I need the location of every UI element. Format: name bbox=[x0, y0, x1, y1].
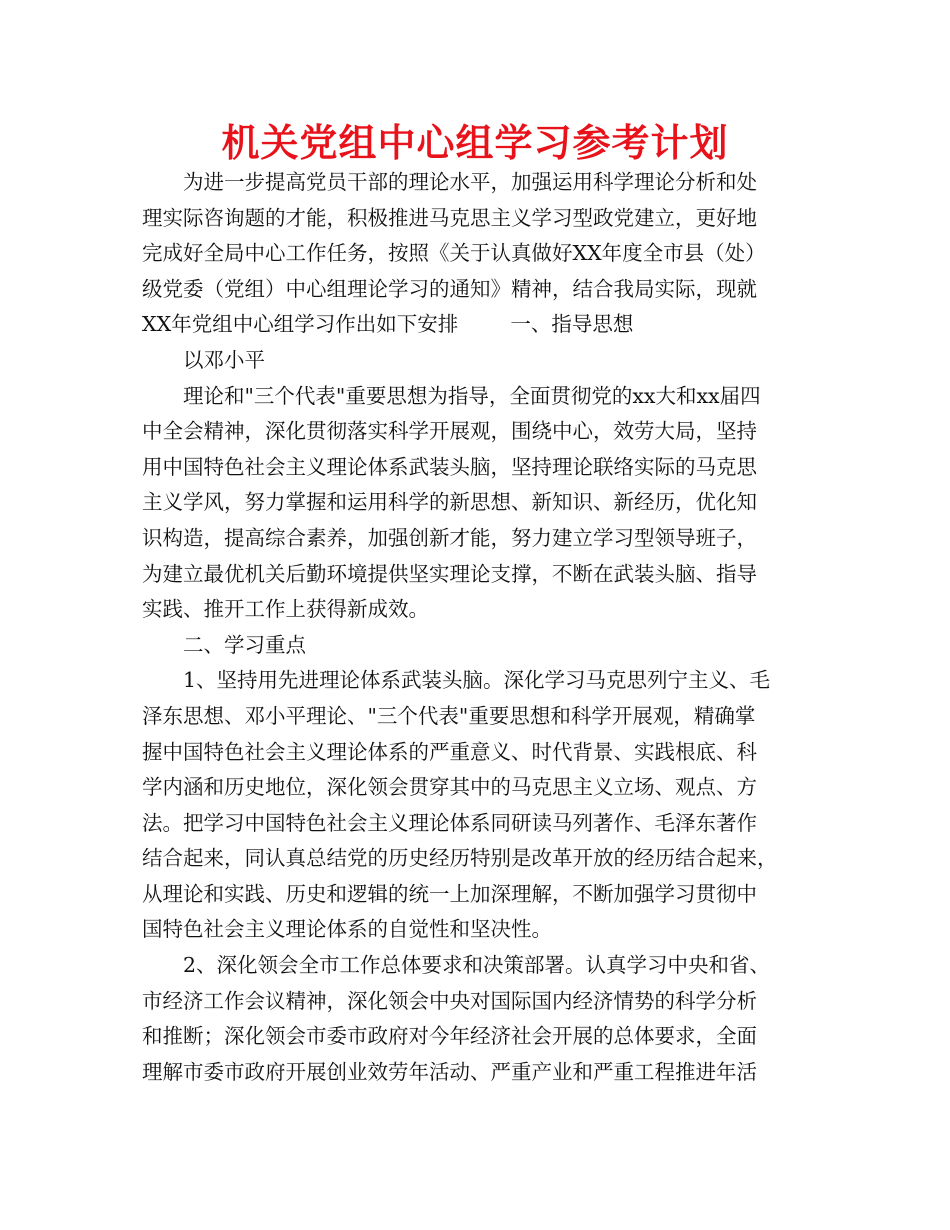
text-line: 2、深化领会全市工作总体要求和决策部署。认真学习中央和省、 bbox=[183, 953, 771, 978]
text-line: 学内涵和历史地位，深化领会贯穿其中的马克思主义立场、观点、方 bbox=[142, 775, 757, 800]
text-line: 以邓小平 bbox=[183, 347, 265, 372]
text-line: 1、坚持用先进理论体系武装头脑。深化学习马克思列宁主义、毛 bbox=[183, 668, 771, 693]
text-line: 法。把学习中国特色社会主义理论体系同研读马列著作、毛泽东著作 bbox=[142, 810, 757, 835]
document-title: 机关党组中心组学习参考计划 bbox=[221, 121, 729, 165]
text-line: 为建立最优机关后勤环境提供坚实理论支撑，不断在武装头脑、指导 bbox=[142, 561, 757, 586]
text-line: 国特色社会主义理论体系的自觉性和坚决性。 bbox=[142, 917, 552, 942]
text-line: 理解市委市政府开展创业效劳年活动、严重产业和严重工程推进年活 bbox=[142, 1059, 757, 1084]
text-line: 实践、推开工作上获得新成效。 bbox=[142, 597, 429, 622]
text-line: 完成好全局中心工作任务，按照《关于认真做好XX年度全市县（处） bbox=[142, 241, 766, 266]
text-line: 主义学风，努力掌握和运用科学的新思想、新知识、新经历，优化知 bbox=[142, 490, 757, 515]
text-line: 级党委（党组）中心组理论学习的通知》精神，结合我局实际，现就 bbox=[142, 276, 757, 301]
text-line: 理论和"三个代表"重要思想为指导，全面贯彻党的xx大和xx届四 bbox=[183, 383, 761, 408]
text-line: 二、学习重点 bbox=[183, 632, 306, 657]
text-line: 握中国特色社会主义理论体系的严重意义、时代背景、实践根底、科 bbox=[142, 739, 757, 764]
text-line: XX年党组中心组学习作出如下安排 一、指导思想 bbox=[142, 312, 634, 337]
text-line: 结合起来，同认真总结党的历史经历特别是改革开放的经历结合起来， bbox=[142, 846, 778, 871]
text-line: 和推断；深化领会市委市政府对今年经济社会开展的总体要求，全面 bbox=[142, 1024, 757, 1049]
document-body bbox=[142, 165, 822, 1090]
text-line: 识构造，提高综合素养，加强创新才能，努力建立学习型领导班子， bbox=[142, 525, 757, 550]
text-line: 用中国特色社会主义理论体系武装头脑，坚持理论联络实际的马克思 bbox=[142, 454, 757, 479]
text-line: 理实际咨询题的才能，积极推进马克思主义学习型政党建立，更好地 bbox=[142, 205, 757, 230]
text-line: 为进一步提高党员干部的理论水平，加强运用科学理论分析和处 bbox=[183, 170, 757, 194]
text-line: 中全会精神，深化贯彻落实科学开展观，围绕中心，效劳大局，坚持 bbox=[142, 419, 757, 444]
text-line: 市经济工作会议精神，深化领会中央对国际国内经济情势的科学分析 bbox=[142, 988, 757, 1013]
text-line: 从理论和实践、历史和逻辑的统一上加深理解，不断加强学习贯彻中 bbox=[142, 881, 757, 906]
text-line: 泽东思想、邓小平理论、"三个代表"重要思想和科学开展观，精确掌 bbox=[142, 703, 756, 728]
